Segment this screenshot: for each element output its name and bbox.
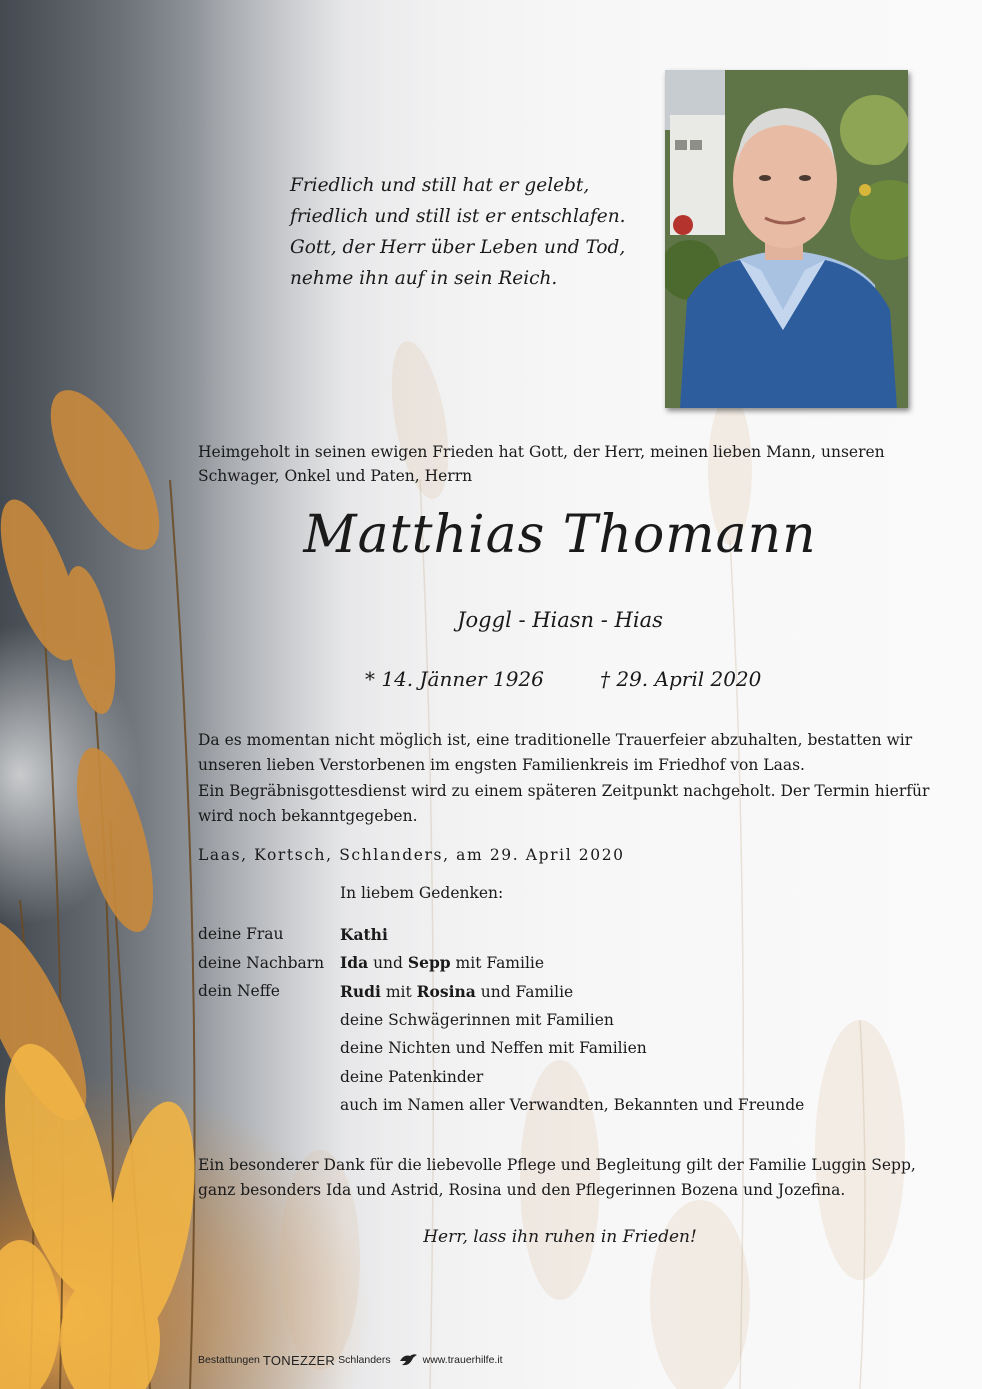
mourner-names	[340, 925, 388, 944]
death-date: † 29. April 2020	[600, 667, 762, 691]
footer-brand: TONEZZER	[262, 1352, 336, 1368]
mourner-row	[198, 1091, 918, 1120]
mourner-row	[198, 1034, 918, 1063]
deceased-name: Matthias Thomann	[303, 505, 817, 565]
poem-line: friedlich und still ist er entschlafen.	[290, 206, 626, 227]
mass-notice: Ein Begräbnisgottesdienst wird zu einem späteren Zeitpunkt nachgeholt. Der Termin hierfür wird noch bekanntgegeben.	[198, 782, 930, 825]
poem-line: nehme ihn auf in sein Reich.	[290, 268, 558, 289]
memory-heading: In liebem Gedenken:	[340, 884, 504, 902]
mourner-names	[340, 953, 544, 972]
mourner-name: Rosina	[416, 981, 476, 1001]
mourner-names	[340, 1068, 483, 1086]
mourner-text: und	[368, 954, 408, 973]
mourner-role: deine Frau	[198, 925, 284, 944]
mourner-names	[340, 1011, 614, 1029]
footer-prefix: Bestattungen	[198, 1354, 260, 1366]
mourners-list	[198, 920, 918, 1120]
mourner-name: Kathi	[340, 924, 388, 944]
thanks-text: Ein besonderer Dank für die liebevolle Pflege und Begleitung gilt der Familie Luggin Sepp, ganz besonders Ida und Astrid, Rosina und den Pflegerinnen Bozena und Jozefina.	[198, 1156, 916, 1199]
footer	[198, 1352, 503, 1368]
birth-date: * 14. Jänner 1926	[365, 667, 544, 691]
poem-line: Friedlich und still hat er gelebt,	[290, 175, 590, 196]
mourner-text: deine Schwägerinnen mit Familien	[340, 1010, 614, 1029]
mourner-row	[198, 949, 918, 978]
mourner-names	[340, 1096, 804, 1114]
funeral-notice: Da es momentan nicht möglich ist, eine traditionelle Trauerfeier abzuhalten, bestatten wir unseren lieben Verstorbenen im engsten Familienkreis im Friedhof von Laas.	[198, 731, 913, 774]
mourner-text: auch im Namen aller Verwandten, Bekannten und Freunde	[340, 1096, 805, 1115]
mourner-role: deine Nachbarn	[198, 953, 325, 972]
mourner-names	[340, 982, 573, 1001]
nickname: Joggl - Hiasn - Hias	[457, 608, 663, 632]
mourner-names	[340, 1039, 647, 1057]
footer-website[interactable]: www.trauerhilfe.it	[422, 1354, 503, 1366]
mourner-text: mit Familie	[450, 954, 545, 973]
mourner-name: Ida	[340, 953, 369, 973]
mourner-role: dein Neffe	[198, 982, 280, 1001]
mourner-row	[198, 1063, 918, 1092]
dove-logo-icon	[398, 1352, 418, 1368]
mourner-row	[198, 1006, 918, 1035]
mourner-text: und Familie	[475, 982, 574, 1001]
mourner-text: mit	[380, 982, 417, 1001]
footer-suffix: Schlanders	[338, 1354, 391, 1366]
mourner-row	[198, 920, 918, 949]
place-date: Laas, Kortsch, Schlanders, am 29. April 2020	[198, 846, 625, 864]
mourner-row	[198, 977, 918, 1006]
mourner-name: Rudi	[340, 981, 381, 1001]
poem-verse	[290, 170, 650, 294]
intro-text: Heimgeholt in seinen ewigen Frieden hat Gott, der Herr, meinen lieben Mann, unseren Schwager, Onkel und Paten, Herrn	[198, 443, 885, 485]
portrait-photo	[665, 70, 908, 408]
mourner-text: deine Patenkinder	[340, 1067, 484, 1086]
closing-prayer: Herr, lass ihn ruhen in Frieden!	[423, 1227, 697, 1247]
mourner-name: Sepp	[407, 953, 451, 973]
mourner-text: deine Nichten und Neffen mit Familien	[340, 1039, 647, 1058]
poem-line: Gott, der Herr über Leben und Tod,	[290, 237, 626, 258]
